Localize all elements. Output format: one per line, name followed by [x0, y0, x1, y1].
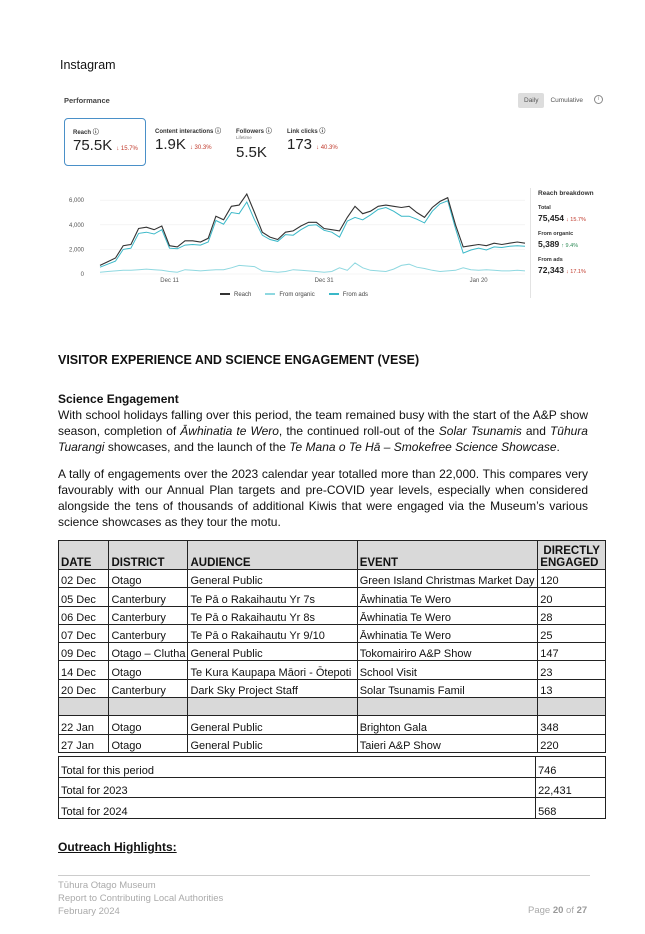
kpi-label: Reach	[73, 130, 92, 136]
cell-district: Canterbury	[109, 588, 188, 606]
breakdown-value: 72,343	[538, 265, 564, 275]
cell-date: 27 Jan	[59, 734, 109, 752]
page-number: Page 20 of 27	[528, 905, 588, 916]
legend-organic: From organic	[265, 292, 314, 298]
dashboard-title: Performance	[64, 96, 110, 105]
cell-district: Canterbury	[109, 606, 188, 624]
section-heading: VISITOR EXPERIENCE AND SCIENCE ENGAGEMENT (VESE)	[58, 353, 420, 367]
kpi-value: 1.9K	[155, 136, 186, 153]
cell-district: Canterbury	[109, 624, 188, 642]
table-row	[59, 716, 606, 734]
table-header	[59, 541, 606, 570]
cell-audience: General Public	[188, 716, 357, 734]
cell-district: Otago	[109, 734, 188, 752]
breakdown-change: ↓ 17.1%	[566, 269, 586, 275]
cell-engaged: 13	[538, 679, 606, 697]
reach-breakdown	[538, 190, 608, 275]
cell-date: 14 Dec	[59, 661, 109, 679]
table-row	[59, 624, 606, 642]
total-row: Total for 2023 22,431	[59, 777, 606, 798]
table-row	[59, 606, 606, 624]
reach-line-chart	[60, 188, 530, 283]
cell-audience: Te Pā o Rakaihautu Yr 7s	[188, 588, 357, 606]
table-row-blank	[59, 698, 606, 716]
legend-ads: From ads	[329, 292, 368, 298]
header-audience: AUDIENCE	[188, 541, 357, 570]
kpi-value: 173	[287, 136, 313, 153]
header-event: EVENT	[357, 541, 538, 570]
cell-date: 02 Dec	[59, 570, 109, 588]
cell-date: 09 Dec	[59, 643, 109, 661]
cell-engaged: 25	[538, 624, 606, 642]
cell-event: Solar Tsunamis Famil	[357, 679, 538, 697]
info-icon[interactable]: i	[594, 95, 603, 104]
cell-event: Green Island Christmas Market Day	[357, 570, 538, 588]
engagement-table	[58, 540, 606, 753]
cell-engaged: 220	[538, 734, 606, 752]
cell-event: School Visit	[357, 661, 538, 679]
kpi-link-clicks[interactable]	[279, 118, 359, 164]
series-line-reach	[100, 194, 525, 265]
kpi-reach[interactable]	[64, 118, 146, 166]
breakdown-value: 75,454	[538, 213, 564, 223]
table-row	[59, 679, 606, 697]
totals-table	[58, 756, 606, 819]
kpi-label: Content interactions	[155, 129, 214, 135]
breakdown-change: ↓ 15.7%	[566, 217, 586, 223]
total-row: Total for this period 746	[59, 757, 606, 778]
outreach-heading: Outreach Highlights:	[58, 840, 177, 854]
cell-event: Brighton Gala	[357, 716, 538, 734]
x-tick-label: Dec 11	[160, 278, 179, 283]
cell-district: Otago	[109, 661, 188, 679]
kpi-label: Link clicks	[287, 129, 318, 135]
footer-divider	[58, 875, 590, 876]
cell-event: Āwhinatia Te Wero	[357, 624, 538, 642]
breakdown-label: From organic	[538, 231, 574, 237]
legend-reach: Reach	[220, 292, 251, 298]
info-icon: ⓘ	[92, 130, 99, 136]
series-line-from-organic	[100, 263, 525, 272]
breakdown-change: ↑ 9.4%	[561, 243, 579, 249]
y-tick-label: 2,000	[68, 247, 84, 254]
kpi-value: 75.5K	[73, 137, 113, 154]
cell-district: Otago – Clutha	[109, 643, 188, 661]
footer-org: Tūhura Otago Museum	[58, 880, 156, 891]
y-tick-label: 0	[80, 272, 84, 278]
cell-date: 06 Dec	[59, 606, 109, 624]
paragraph-1: With school holidays falling over this period, the team remained busy with the start of the A&P show season, completion of Āwhinatia te Wero, the continued roll-out of the Solar Tsunamis and Tūhura Tuarangi showcases, and the launch of the Te Mana o Te Hā – Smokefree Science Showcase.	[58, 408, 588, 454]
header-district: DISTRICT	[109, 541, 188, 570]
cell-audience: General Public	[188, 734, 357, 752]
table-row	[59, 570, 606, 588]
cell-district: Otago	[109, 570, 188, 588]
daily-toggle[interactable]: Daily	[518, 93, 544, 108]
cell-audience: Te Pā o Rakaihautu Yr 8s	[188, 606, 357, 624]
cell-audience: General Public	[188, 643, 357, 661]
section-label: Instagram	[60, 58, 116, 72]
kpi-content-interactions[interactable]	[147, 118, 229, 164]
cell-engaged: 28	[538, 606, 606, 624]
kpi-value: 5.5K	[236, 144, 267, 161]
breakdown-label: Total	[538, 205, 551, 211]
cell-district: Otago	[109, 716, 188, 734]
kpi-followers[interactable]	[228, 118, 280, 164]
header-engaged: DIRECTLY ENGAGED	[538, 541, 606, 570]
table-row	[59, 643, 606, 661]
chart-legend	[220, 292, 368, 298]
cell-audience: Te Pā o Rakaihautu Yr 9/10	[188, 624, 357, 642]
table-row	[59, 661, 606, 679]
series-line-from-ads	[100, 201, 525, 267]
info-icon: ⓘ	[265, 129, 272, 135]
kpi-change: ↓ 30.3%	[189, 145, 212, 151]
cell-event: Āwhinatia Te Wero	[357, 606, 538, 624]
kpi-change: ↓ 40.3%	[316, 145, 338, 151]
cell-event: Taieri A&P Show	[357, 734, 538, 752]
cell-audience: Dark Sky Project Staff	[188, 679, 357, 697]
footer-report: Report to Contributing Local Authorities	[58, 893, 224, 904]
kpi-change: ↓ 15.7%	[116, 146, 138, 152]
cell-district: Canterbury	[109, 679, 188, 697]
info-icon: ⓘ	[215, 129, 222, 135]
cell-engaged: 20	[538, 588, 606, 606]
sub-heading: Science Engagement	[58, 392, 179, 406]
cell-engaged: 23	[538, 661, 606, 679]
kpi-label: Followers	[236, 129, 265, 135]
table-row	[59, 734, 606, 752]
total-row: Total for 2024 568	[59, 798, 606, 819]
cell-date: 22 Jan	[59, 716, 109, 734]
cell-engaged: 147	[538, 643, 606, 661]
kpi-sub: Lifetime	[236, 135, 252, 140]
cell-date: 20 Dec	[59, 679, 109, 697]
cell-engaged: 348	[538, 716, 606, 734]
cell-audience: Te Kura Kaupapa Māori - Ōtepoti	[188, 661, 357, 679]
performance-dashboard	[60, 90, 605, 305]
view-toggle[interactable]	[518, 93, 589, 108]
x-tick-label: Jan 20	[469, 278, 488, 283]
footer-date: February 2024	[58, 906, 120, 917]
cell-engaged: 120	[538, 570, 606, 588]
cell-audience: General Public	[188, 570, 357, 588]
header-date: DATE	[59, 541, 109, 570]
cell-event: Tokomairiro A&P Show	[357, 643, 538, 661]
y-tick-label: 6,000	[68, 198, 84, 205]
divider	[530, 188, 531, 298]
breakdown-label: From ads	[538, 257, 563, 263]
cell-event: Āwhinatia Te Wero	[357, 588, 538, 606]
table-row	[59, 588, 606, 606]
breakdown-value: 5,389	[538, 239, 560, 249]
paragraph-2: A tally of engagements over the 2023 calendar year totalled more than 22,000. This compares very favourably with our Annual Plan targets and pre-COVID year levels, especially when considered alongside the tens of thousands of additional Kiwis that were engaged via the Museum’s various science showcases as they tour the motu.	[58, 467, 588, 529]
cell-date: 05 Dec	[59, 588, 109, 606]
cumulative-toggle[interactable]: Cumulative	[550, 97, 583, 104]
reach-breakdown-title: Reach breakdown	[538, 190, 594, 197]
y-tick-label: 4,000	[68, 222, 84, 229]
footer	[58, 879, 223, 918]
cell-date: 07 Dec	[59, 624, 109, 642]
x-tick-label: Dec 31	[314, 278, 334, 283]
info-icon: ⓘ	[319, 129, 326, 135]
